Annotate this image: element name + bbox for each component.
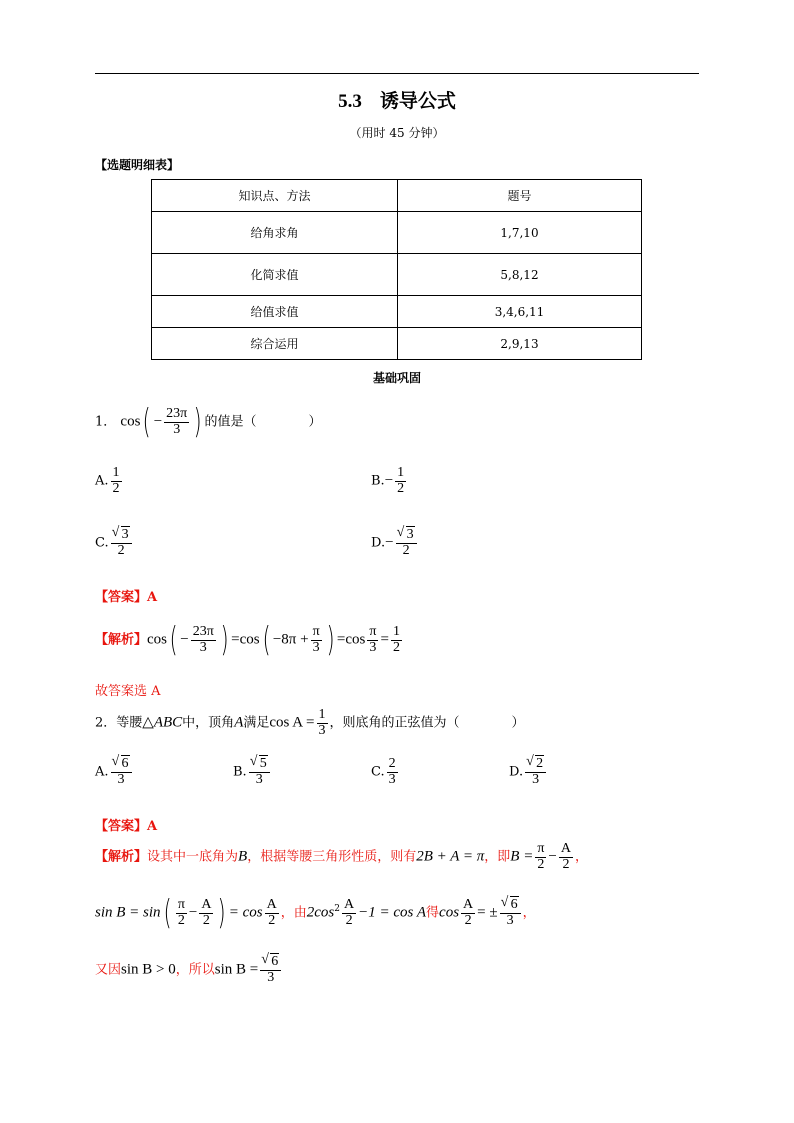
numerator: π [177, 896, 185, 912]
right-paren: ) [218, 893, 227, 933]
option-a [95, 757, 134, 787]
table-cell-numbers: 2,9,13 [398, 328, 642, 360]
denominator: 2 [268, 912, 276, 928]
triangle: △ABC [142, 714, 183, 731]
analysis-text: ，所以 [175, 962, 215, 978]
equation: B = [510, 848, 534, 865]
fraction [164, 407, 189, 437]
left-paren: ( [143, 402, 152, 442]
fraction [249, 757, 270, 787]
numerator: 1 [318, 707, 326, 722]
detail-table [151, 179, 642, 360]
right-paren: ) [326, 620, 335, 660]
denominator: 2 [112, 480, 120, 496]
option-label: D. [371, 535, 386, 551]
sqrt [262, 955, 279, 970]
minus-sign: − [384, 472, 394, 489]
sqrt [113, 757, 130, 772]
q2-answer [95, 815, 157, 834]
denominator: 3 [255, 771, 263, 787]
right-paren: ) [220, 620, 229, 660]
option-label: C. [371, 764, 385, 780]
fraction [387, 757, 398, 787]
denominator: 2 [562, 856, 570, 872]
angle-symbol: A [234, 714, 244, 731]
denominator: 2 [537, 856, 545, 872]
denominator: 2 [345, 912, 353, 928]
sqrt [251, 757, 268, 772]
analysis-text: ，由 [280, 905, 307, 921]
denominator: 3 [318, 722, 326, 738]
left-paren: ( [262, 620, 271, 660]
table-row [152, 328, 642, 360]
question-text: 满足 [243, 715, 270, 731]
denominator: 2 [402, 542, 410, 558]
option-a [95, 466, 124, 496]
question-number: 1． [95, 414, 117, 430]
option-label: A. [95, 473, 109, 489]
option-d [371, 528, 419, 558]
analysis-label: 【解析】 [95, 632, 148, 648]
minus-sign: − [153, 413, 163, 430]
option-b [233, 757, 272, 787]
table-cell-topic: 给角求角 [152, 212, 398, 254]
equation: 2B + A = π [416, 848, 485, 865]
denominator: 3 [388, 771, 396, 787]
table-cell-topic: 综合运用 [152, 328, 398, 360]
numerator: π [369, 623, 377, 639]
table-cell-topic: 化简求值 [152, 254, 398, 296]
option-b [371, 466, 408, 496]
minus-sign: − [180, 631, 189, 648]
answer-value: A [147, 590, 158, 605]
fraction [525, 757, 546, 787]
denominator: 3 [173, 421, 181, 437]
numerator: 1 [397, 465, 405, 480]
fraction [396, 528, 417, 558]
table-cell-topic: 给值求值 [152, 296, 398, 328]
fraction [176, 898, 187, 928]
table-cell-numbers: 5,8,12 [398, 254, 642, 296]
numerator: A [266, 896, 277, 912]
cos-expression: cos A = [269, 714, 315, 731]
numerator: π [537, 841, 545, 856]
equation: cos [439, 904, 460, 921]
question-number: 2． [95, 715, 117, 731]
radicand: 5 [259, 756, 267, 771]
fraction [500, 898, 521, 928]
radicand: 3 [121, 527, 129, 542]
denominator: 3 [369, 639, 377, 655]
q2-analysis-line2 [95, 893, 536, 933]
sqrt [527, 757, 544, 772]
table-header-row [152, 180, 642, 212]
denominator: 3 [267, 969, 275, 985]
analysis-label: 【解析】 [95, 849, 148, 865]
section-heading: 基础巩固 [372, 371, 421, 385]
radicand: 6 [271, 954, 279, 969]
option-d [509, 757, 548, 787]
minus-sign: − [385, 534, 394, 551]
q1-analysis [95, 620, 404, 660]
fraction [391, 625, 402, 655]
question-2 [95, 708, 525, 738]
numerator: A [463, 896, 474, 912]
option-label: D. [509, 764, 524, 780]
q2-analysis-line1 [95, 842, 588, 872]
table-header-topic: 知识点、方法 [152, 180, 398, 212]
angle-symbol: B [238, 848, 248, 865]
denominator: 2 [392, 639, 400, 655]
equals: = [231, 631, 240, 648]
question-text: 中，顶角 [182, 715, 235, 731]
term: −8π + [272, 631, 309, 648]
denominator: 3 [312, 639, 320, 655]
equals: = [380, 631, 389, 648]
numerator: 1 [392, 623, 400, 639]
fraction [191, 625, 216, 655]
question-1 [95, 402, 322, 442]
equals: = [336, 631, 346, 648]
q2-analysis-line3 [95, 955, 283, 985]
question-tail: 的值是（ ） [204, 414, 322, 430]
cos-function: cos [120, 413, 141, 430]
answer-value: A [147, 819, 158, 834]
analysis-text: ， [522, 905, 536, 921]
equation: −1 = cos A [358, 904, 427, 921]
radicand: 2 [536, 756, 544, 771]
left-paren: ( [169, 620, 178, 660]
fraction [111, 466, 122, 496]
header-rule [95, 73, 699, 74]
table-cell-numbers: 3,4,6,11 [398, 296, 642, 328]
option-label: A. [95, 764, 109, 780]
analysis-text: ，根据等腰三角形性质，则有 [247, 849, 417, 865]
fraction [535, 842, 546, 872]
numerator: A [344, 896, 355, 912]
equation: = cos [228, 904, 263, 921]
denominator: 2 [117, 542, 125, 558]
fraction [367, 625, 378, 655]
exponent: 2 [334, 904, 340, 915]
q1-conclusion: 故答案选 A [95, 684, 161, 699]
fraction [265, 898, 279, 928]
section-title: 诱导公式 [379, 90, 456, 112]
cos-function: cos [147, 631, 168, 648]
right-paren: ) [193, 402, 202, 442]
equation: 2cos [306, 904, 335, 921]
numerator: 1 [112, 465, 120, 480]
table-row [152, 296, 642, 328]
numerator: 2 [388, 756, 396, 771]
numerator: 23π [192, 623, 214, 639]
analysis-text: ，即 [484, 849, 511, 865]
table-row [152, 254, 642, 296]
analysis-text: 设其中一底角为 [147, 849, 239, 865]
minus-sign: − [548, 848, 557, 865]
fraction [199, 898, 213, 928]
fraction [342, 898, 356, 928]
equation: sin B = sin [95, 904, 161, 921]
numerator: 23π [166, 405, 188, 421]
analysis-text: 又因 [95, 962, 122, 978]
section-number: 5.3 [338, 91, 362, 112]
table-cell-numbers: 1,7,10 [398, 212, 642, 254]
option-label: C. [95, 535, 109, 551]
denominator: 3 [506, 912, 514, 928]
sqrt [113, 528, 130, 543]
option-c [371, 757, 400, 787]
denominator: 2 [202, 912, 210, 928]
analysis-text: ， [575, 849, 589, 865]
table-row [152, 212, 642, 254]
sqrt [398, 528, 415, 543]
cos-function: cos [239, 631, 260, 648]
left-paren: ( [163, 893, 172, 933]
fraction [260, 955, 281, 985]
denominator: 2 [397, 480, 405, 496]
answer-label: 【答案】 [95, 590, 148, 605]
numerator: π [312, 623, 320, 639]
fraction [559, 842, 573, 872]
answer-label: 【答案】 [95, 819, 148, 834]
radicand: 6 [510, 896, 518, 912]
numerator: A [560, 841, 571, 856]
radicand: 6 [121, 756, 129, 771]
q1-answer [95, 586, 157, 605]
equation: sin B > 0 [121, 961, 176, 978]
sqrt [502, 898, 519, 913]
option-label: B. [233, 764, 247, 780]
cos-function: cos [345, 631, 366, 648]
denominator: 2 [464, 912, 472, 928]
denominator: 3 [532, 771, 540, 787]
table-header-numbers: 题号 [398, 180, 642, 212]
detail-table-label: 【选题明细表】 [95, 158, 180, 172]
time-note: （用时 45 分钟） [349, 126, 445, 140]
option-c [95, 528, 134, 558]
denominator: 3 [199, 639, 207, 655]
fraction [395, 466, 406, 496]
page-title [0, 86, 794, 113]
question-text: 等腰 [116, 715, 143, 731]
fraction [111, 757, 132, 787]
fraction [461, 898, 475, 928]
fraction [317, 708, 328, 738]
question-text: ，则底角的正弦值为（ ） [329, 715, 525, 731]
equation: = ± [477, 904, 498, 921]
fraction [111, 528, 132, 558]
radicand: 3 [406, 527, 414, 542]
denominator: 3 [117, 771, 125, 787]
denominator: 2 [177, 912, 185, 928]
minus-sign: − [188, 904, 198, 921]
analysis-text: 得 [426, 905, 440, 921]
numerator: A [201, 896, 212, 912]
equation: sin B = [214, 961, 259, 978]
option-label: B. [371, 473, 385, 489]
fraction [311, 625, 322, 655]
